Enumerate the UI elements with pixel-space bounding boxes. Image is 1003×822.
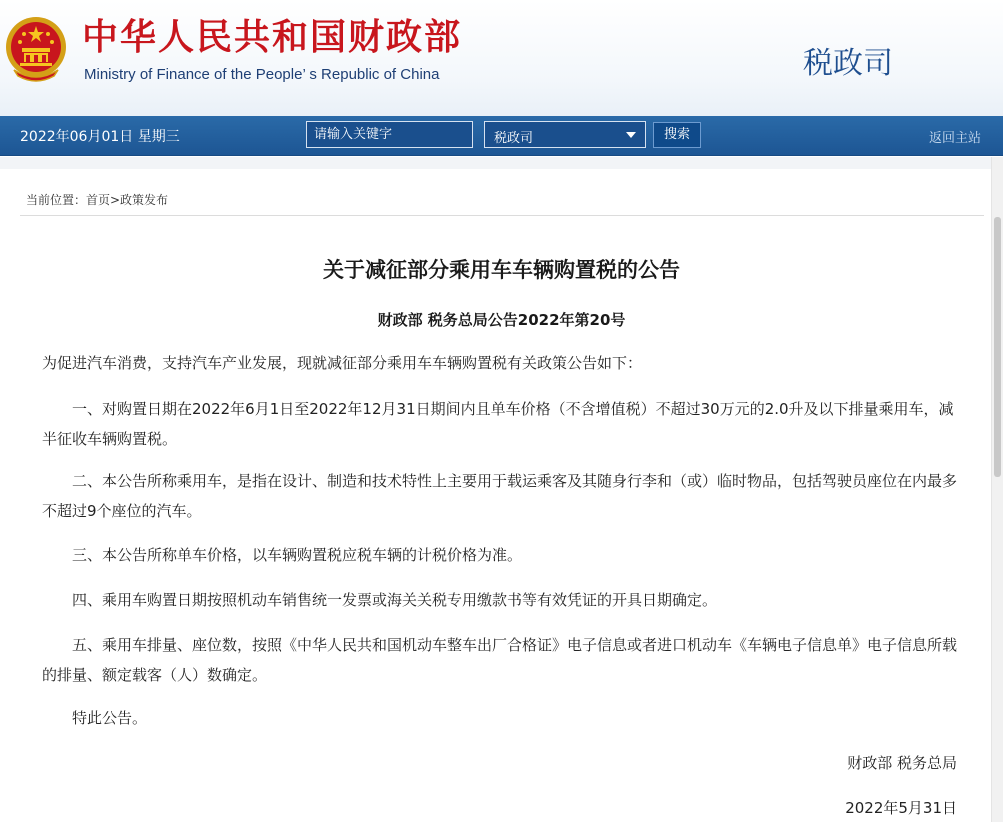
department-name: 税政司 <box>803 46 893 81</box>
breadcrumb: 当前位置：首页>政策发布 <box>26 193 169 207</box>
department-select-value: 税政司 <box>494 131 534 146</box>
article-paragraph: 五、乘用车排量、座位数，按照《中华人民共和国机动车整车出厂合格证》电子信息或者进口机动车《车辆电子信息单》电子信息所载的排量、额定载客（人）数确定。 <box>42 636 958 684</box>
chevron-down-icon <box>626 132 636 138</box>
scrollbar-thumb[interactable] <box>994 217 1001 477</box>
article-date: 2022年5月31日 <box>845 799 957 817</box>
article-paragraph: 特此公告。 <box>72 709 148 727</box>
article-paragraph: 四、乘用车购置日期按照机动车销售统一发票或海关关税专用缴款书等有效凭证的开具日期确定。 <box>72 591 718 609</box>
site-title: 中华人民共和国财政部 <box>82 17 463 58</box>
current-date: 2022年06月01日 星期三 <box>20 129 180 145</box>
breadcrumb-divider <box>20 215 984 216</box>
content-top-stripe <box>0 157 1003 169</box>
article-paragraph: 为促进汽车消费，支持汽车产业发展，现就减征部分乘用车车辆购置税有关政策公告如下： <box>42 354 643 372</box>
top-navbar <box>0 116 1003 156</box>
return-home-link[interactable]: 返回主站 <box>928 131 981 146</box>
site-header <box>0 0 1003 116</box>
document-number: 财政部 税务总局公告2022年第20号 <box>377 311 626 329</box>
article-title: 关于减征部分乘用车车辆购置税的公告 <box>323 258 680 282</box>
article-paragraph: 二、本公告所称乘用车，是指在设计、制造和技术特性上主要用于载运乘客及其随身行李和（或）临时物品，包括驾驶员座位在内最多不超过9个座位的汽车。 <box>42 472 958 520</box>
national-emblem-icon <box>4 14 68 84</box>
department-select[interactable] <box>484 121 646 148</box>
search-button[interactable]: 搜索 <box>653 122 701 148</box>
article-paragraph: 一、对购置日期在2022年6月1日至2022年12月31日期间内且单车价格（不含增值税）不超过30万元的2.0升及以下排量乘用车，减半征收车辆购置税。 <box>42 400 954 448</box>
page-scrollbar[interactable] <box>991 157 1003 822</box>
article-signer: 财政部 税务总局 <box>847 754 957 772</box>
article-paragraph: 三、本公告所称单车价格，以车辆购置税应税车辆的计税价格为准。 <box>72 546 523 564</box>
search-input[interactable] <box>306 121 473 148</box>
site-subtitle: Ministry of Finance of the People’ s Republic of China <box>84 66 440 83</box>
